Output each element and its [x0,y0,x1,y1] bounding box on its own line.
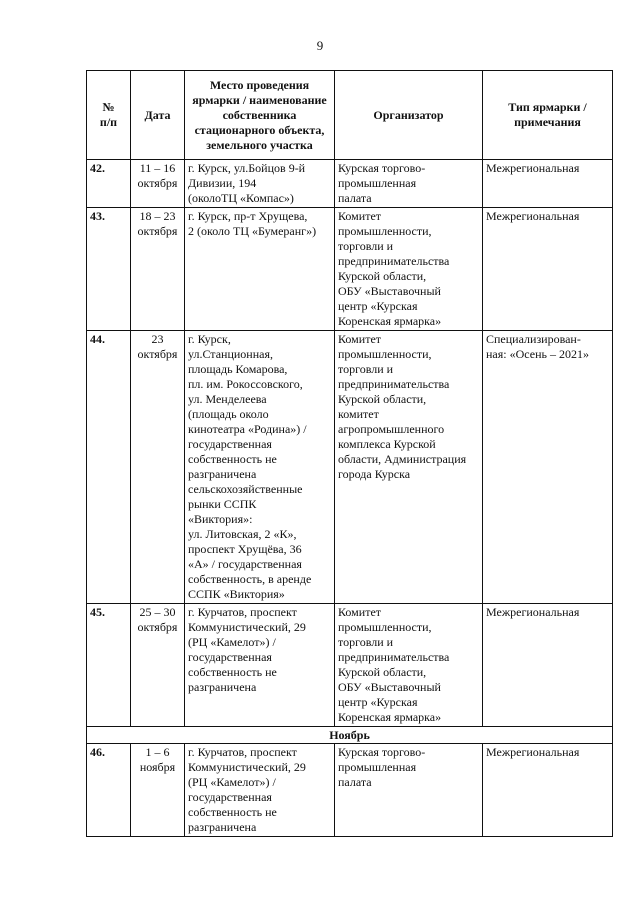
month-label: Ноябрь [87,727,613,744]
row-place: г. Курск, ул.Станционная, площадь Комарова, пл. им. Рокоссовского, ул. Менделеева (площадь около кинотеатра «Родина») / государственная собственность не разграничена сельскохозяйственные рынки ССПК «Виктория»: ул. Литовская, 2 «К», проспект Хрущёва, 36 «А» / государственная собственность, в аренде ССПК «Виктория» [185,331,335,604]
row-type: Межрегиональная [483,604,613,727]
table-row [87,331,613,604]
row-date: 18 – 23 октября [131,208,185,331]
row-number: 45. [87,604,131,727]
row-organizer: Комитет промышленности, торговли и предпринимательства Курской области, комитет агропромышленного комплекса Курской области, Администрация города Курска [335,331,483,604]
row-date: 23 октября [131,331,185,604]
row-type: Специализирован- ная: «Осень – 2021» [483,331,613,604]
row-place: г. Курск, пр-т Хрущева, 2 (около ТЦ «Бумеранг») [185,208,335,331]
row-organizer: Курская торгово- промышленная палата [335,744,483,837]
table-header-row [87,71,613,160]
table-row [87,604,613,727]
row-place: г. Курчатов, проспект Коммунистический, 29 (РЦ «Камелот») / государственная собственность не разграничена [185,744,335,837]
header-organizer: Организатор [335,71,483,160]
page-number: 9 [316,38,324,53]
row-type: Межрегиональная [483,744,613,837]
row-number: 42. [87,160,131,208]
row-organizer: Курская торгово- промышленная палата [335,160,483,208]
header-num: № п/п [87,71,131,160]
table-row [87,160,613,208]
row-organizer: Комитет промышленности, торговли и предпринимательства Курской области, ОБУ «Выставочный центр «Курская Коренская ярмарка» [335,604,483,727]
row-number: 43. [87,208,131,331]
header-date: Дата [131,71,185,160]
row-date: 1 – 6 ноября [131,744,185,837]
row-organizer: Комитет промышленности, торговли и предпринимательства Курской области, ОБУ «Выставочный центр «Курская Коренская ярмарка» [335,208,483,331]
row-number: 46. [87,744,131,837]
row-type: Межрегиональная [483,160,613,208]
row-place: г. Курчатов, проспект Коммунистический, 29 (РЦ «Камелот») / государственная собственность не разграничена [185,604,335,727]
header-type: Тип ярмарки / примечания [483,71,613,160]
header-place: Место проведения ярмарки / наименование собственника стационарного объекта, земельного участка [185,71,335,160]
month-divider-row [87,727,613,744]
row-date: 25 – 30 октября [131,604,185,727]
row-date: 11 – 16 октября [131,160,185,208]
row-number: 44. [87,331,131,604]
table-row [87,744,613,837]
table-row [87,208,613,331]
row-type: Межрегиональная [483,208,613,331]
row-place: г. Курск, ул.Бойцов 9-й Дивизии, 194 (околоТЦ «Компас») [185,160,335,208]
fair-schedule-table [86,70,613,837]
